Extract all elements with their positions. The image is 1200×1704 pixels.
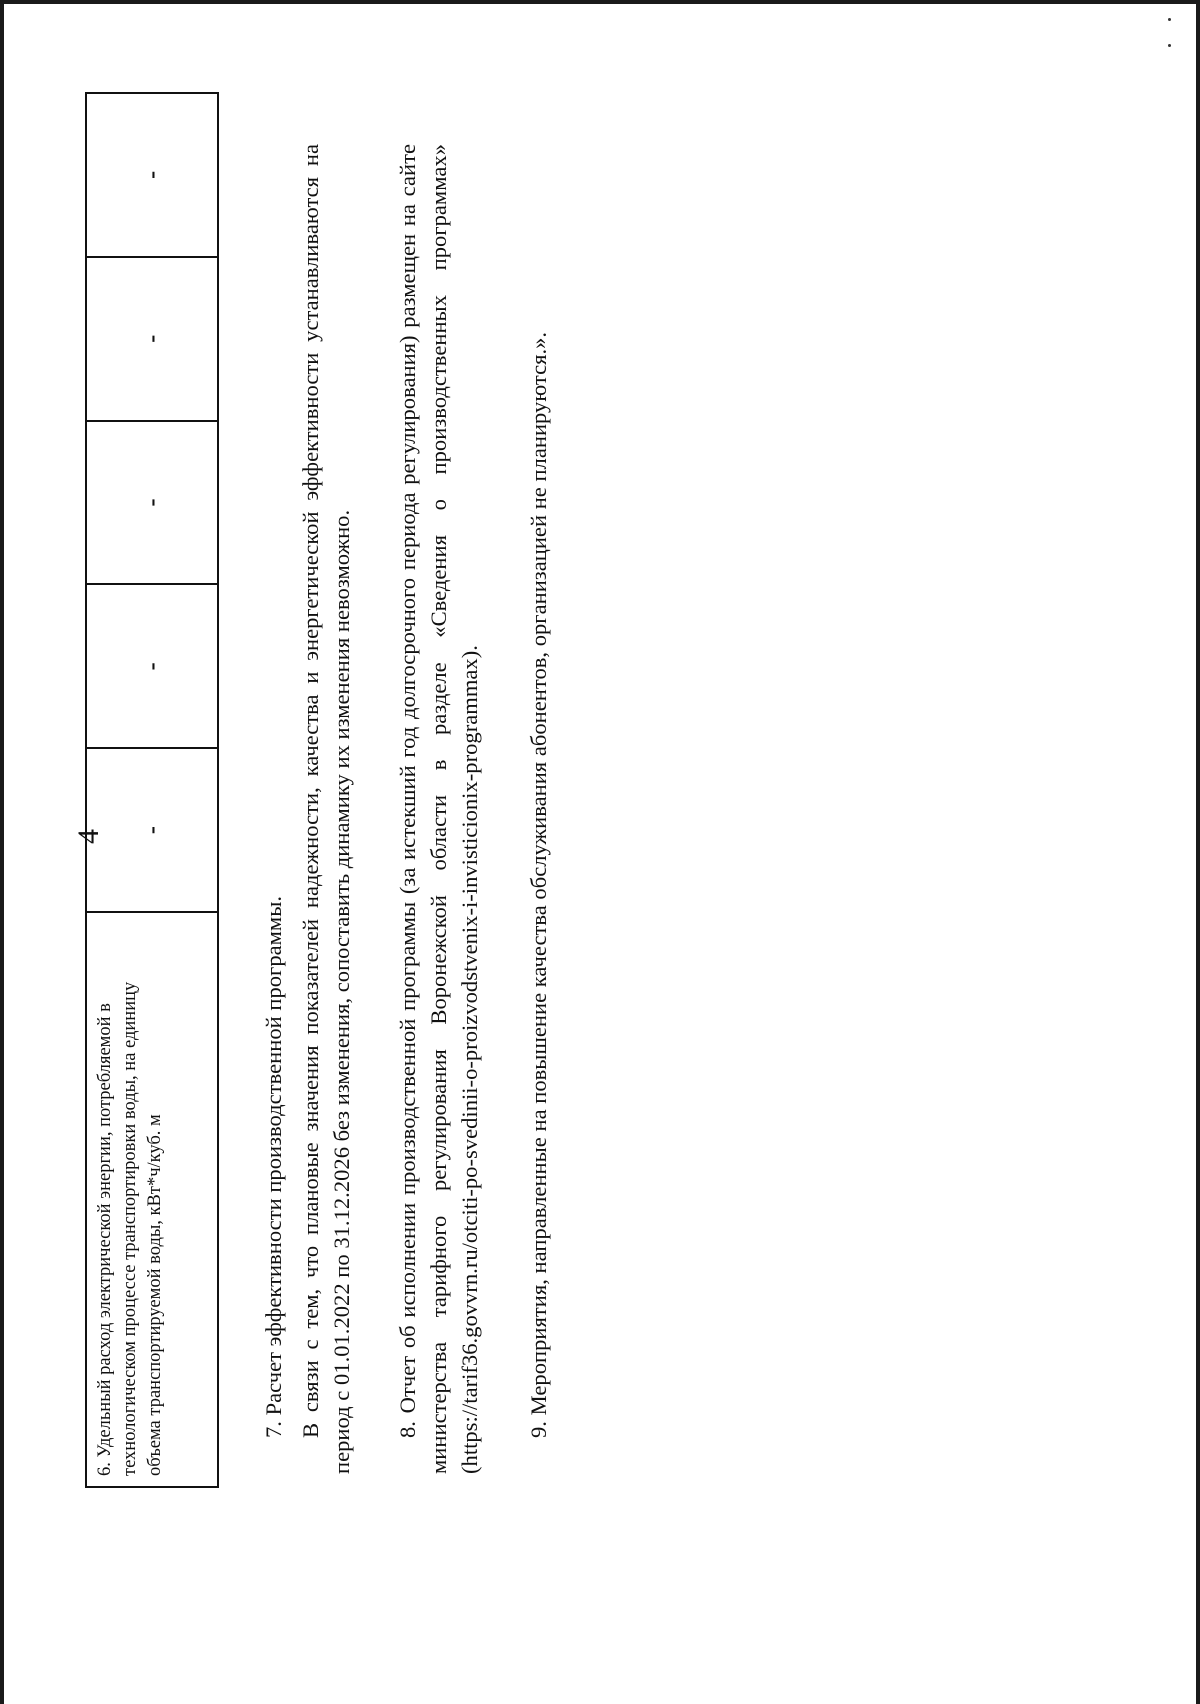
section-9-text: 9. Мероприятия, направленные на повышение качества обслуживания абонентов, организацией не планируются.».: [526, 331, 551, 1438]
section-7-heading: 7. Расчет эффективности производственной программы.: [261, 895, 286, 1438]
section-7-text: В связи с тем, что плановые значения показателей надежности, качества и энергетической эффективности устанавливаются на период с 01.01.2022 по 31.12.2026 без изменения, сопоставить динамику их изменения невозможно.: [298, 144, 354, 1474]
table-cell-value: -: [87, 256, 217, 420]
table-row-label: 6. Удельный расход электрической энергии, потребляемой в технологическом процессе транспортировки воды, на единицу объема транспортируемой воды, кВт*ч/куб. м: [87, 911, 217, 1486]
page-number: 4: [72, 829, 105, 844]
table-cell-value: -: [87, 583, 217, 747]
section-8-text: 8. Отчет об исполнении производственной программы (за истекший год долгосрочного периода регулирования) размещен на сайте министерства тарифного регулирования Воронежской области в разделе «Сведения о производственных программах» (https://tarif36.govvrn.ru/otciti-po-svedinii-o-proizvodstvenix-i-invisticionix-programmax).: [395, 144, 482, 1474]
indicator-table: [85, 92, 219, 1488]
table-cell-value: -: [138, 170, 165, 179]
table-cell-value: -: [87, 747, 217, 911]
table-cell-value: -: [87, 420, 217, 584]
